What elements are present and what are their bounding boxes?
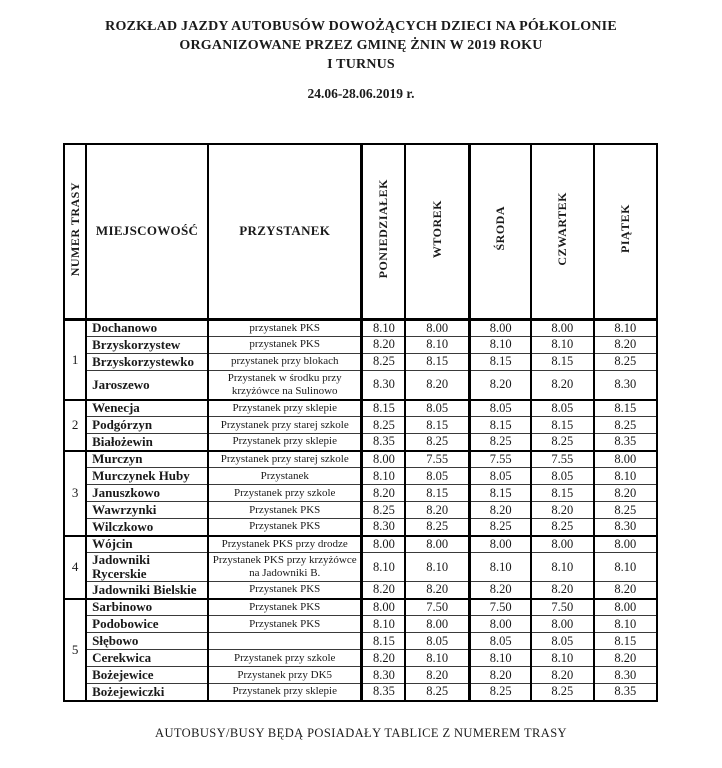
town-name: Brzyskorzystewko — [86, 353, 208, 370]
departure-time: 8.20 — [594, 485, 658, 502]
table-row — [64, 400, 657, 417]
town-name: Jadowniki Rycerskie — [86, 553, 208, 582]
route-number: 5 — [64, 599, 86, 701]
town-name: Podgórzyn — [86, 417, 208, 434]
table-row — [64, 519, 657, 536]
footer-note: AUTOBUSY/BUSY BĘDĄ POSIADAŁY TABLICE Z NUMEREM TRASY — [155, 726, 567, 740]
departure-time: 8.10 — [405, 650, 469, 667]
route-number: 4 — [64, 536, 86, 599]
town-name: Wójcin — [86, 536, 208, 553]
town-name: Bożejewiczki — [86, 684, 208, 701]
stop-name — [208, 633, 362, 650]
departure-time: 8.20 — [470, 502, 531, 519]
departure-time: 8.10 — [470, 650, 531, 667]
departure-time: 8.00 — [362, 536, 405, 553]
departure-time: 8.00 — [362, 451, 405, 468]
stop-name: Przystanek przy sklepie — [208, 434, 362, 451]
departure-time: 8.35 — [362, 684, 405, 701]
departure-time: 8.20 — [594, 336, 658, 353]
table-row — [64, 336, 657, 353]
departure-time: 8.15 — [531, 353, 593, 370]
departure-time: 7.55 — [470, 451, 531, 468]
departure-time: 7.55 — [405, 451, 469, 468]
departure-time: 8.10 — [531, 650, 593, 667]
departure-time: 8.15 — [405, 353, 469, 370]
stop-name: Przystanek PKS — [208, 502, 362, 519]
stop-name: Przystanek PKS — [208, 519, 362, 536]
town-name: Brzyskorzystew — [86, 336, 208, 353]
column-header-stop: PRZYSTANEK — [208, 144, 362, 319]
stop-name: Przystanek przy sklepie — [208, 684, 362, 701]
departure-time: 8.15 — [362, 400, 405, 417]
table-row — [64, 667, 657, 684]
departure-time: 8.25 — [470, 519, 531, 536]
departure-time: 8.25 — [405, 684, 469, 701]
table-row — [64, 553, 657, 582]
table-row — [64, 633, 657, 650]
table-row — [64, 468, 657, 485]
departure-time: 8.05 — [531, 400, 593, 417]
departure-time: 8.20 — [594, 582, 658, 599]
departure-time: 8.20 — [470, 667, 531, 684]
departure-time: 8.25 — [405, 434, 469, 451]
town-name: Murczyn — [86, 451, 208, 468]
town-name: Jaroszewo — [86, 370, 208, 400]
departure-time: 8.10 — [362, 319, 405, 336]
departure-time: 8.00 — [594, 536, 658, 553]
departure-time: 8.00 — [594, 451, 658, 468]
table-row — [64, 353, 657, 370]
town-name: Murczynek Huby — [86, 468, 208, 485]
town-name: Wenecja — [86, 400, 208, 417]
departure-time: 7.50 — [405, 599, 469, 616]
departure-time: 8.20 — [531, 502, 593, 519]
table-row — [64, 616, 657, 633]
departure-time: 8.15 — [405, 417, 469, 434]
stop-name: Przystanek PKS — [208, 616, 362, 633]
departure-time: 8.10 — [362, 616, 405, 633]
stop-name: Przystanek przy szkole — [208, 650, 362, 667]
route-number: 2 — [64, 400, 86, 451]
document-title-line-1: ROZKŁAD JAZDY AUTOBUSÓW DOWOŻĄCYCH DZIECI NA PÓŁKOLONIE — [105, 19, 617, 34]
departure-time: 8.30 — [362, 519, 405, 536]
departure-time: 8.20 — [362, 650, 405, 667]
town-name: Podobowice — [86, 616, 208, 633]
table-header — [64, 144, 657, 319]
departure-time: 8.00 — [531, 616, 593, 633]
schedule-body — [64, 319, 657, 701]
column-header-wednesday: ŚRODA — [470, 144, 531, 319]
departure-time: 8.15 — [362, 633, 405, 650]
departure-time: 8.15 — [470, 485, 531, 502]
departure-time: 8.15 — [470, 353, 531, 370]
town-name: Wilczkowo — [86, 519, 208, 536]
town-name: Białożewin — [86, 434, 208, 451]
departure-time: 8.05 — [405, 468, 469, 485]
route-number: 1 — [64, 319, 86, 400]
departure-time: 8.10 — [362, 468, 405, 485]
departure-time: 8.25 — [531, 684, 593, 701]
table-row — [64, 536, 657, 553]
departure-time: 8.10 — [362, 553, 405, 582]
departure-time: 8.00 — [405, 536, 469, 553]
table-row — [64, 451, 657, 468]
departure-time: 8.15 — [594, 633, 658, 650]
departure-time: 8.10 — [594, 553, 658, 582]
table-row — [64, 650, 657, 667]
departure-time: 8.25 — [362, 502, 405, 519]
stop-name: Przystanek przy szkole — [208, 485, 362, 502]
departure-time: 8.10 — [594, 616, 658, 633]
departure-time: 8.20 — [362, 336, 405, 353]
stop-name: Przystanek PKS przy drodze — [208, 536, 362, 553]
departure-time: 8.30 — [594, 667, 658, 684]
table-row — [64, 434, 657, 451]
departure-time: 8.25 — [531, 434, 593, 451]
departure-time: 8.00 — [531, 319, 593, 336]
stop-name: Przystanek przy starej szkole — [208, 451, 362, 468]
stop-name: przystanek PKS — [208, 319, 362, 336]
departure-time: 8.35 — [594, 434, 658, 451]
town-name: Dochanowo — [86, 319, 208, 336]
table-row — [64, 370, 657, 400]
departure-time: 8.10 — [470, 336, 531, 353]
date-range: 24.06-28.06.2019 r. — [307, 86, 415, 101]
town-name: Cerekwica — [86, 650, 208, 667]
departure-time: 8.25 — [594, 502, 658, 519]
departure-time: 8.20 — [362, 485, 405, 502]
departure-time: 8.35 — [362, 434, 405, 451]
departure-time: 8.25 — [470, 684, 531, 701]
town-name: Słębowo — [86, 633, 208, 650]
stop-name: Przystanek przy sklepie — [208, 400, 362, 417]
departure-time: 8.00 — [470, 319, 531, 336]
departure-time: 8.10 — [594, 468, 658, 485]
stop-name: Przystanek przy DK5 — [208, 667, 362, 684]
departure-time: 8.25 — [470, 434, 531, 451]
departure-time: 8.25 — [362, 353, 405, 370]
departure-time: 8.15 — [531, 485, 593, 502]
table-row — [64, 599, 657, 616]
column-header-monday: PONIEDZIAŁEK — [362, 144, 405, 319]
departure-time: 8.15 — [405, 485, 469, 502]
departure-time: 8.00 — [405, 616, 469, 633]
departure-time: 8.20 — [470, 582, 531, 599]
bus-schedule-table — [63, 143, 658, 702]
departure-time: 8.20 — [594, 650, 658, 667]
departure-time: 8.25 — [594, 417, 658, 434]
stop-name: Przystanek PKS — [208, 582, 362, 599]
departure-time: 8.30 — [594, 370, 658, 400]
column-header-tuesday: WTOREK — [405, 144, 469, 319]
departure-time: 8.35 — [594, 684, 658, 701]
departure-time: 8.30 — [594, 519, 658, 536]
departure-time: 8.00 — [531, 536, 593, 553]
departure-time: 8.00 — [362, 599, 405, 616]
departure-time: 8.10 — [405, 336, 469, 353]
stop-name: Przystanek w środku przy krzyżówce na Sulinowo — [208, 370, 362, 400]
departure-time: 8.10 — [531, 553, 593, 582]
departure-time: 8.30 — [362, 370, 405, 400]
table-row — [64, 319, 657, 336]
table-row — [64, 485, 657, 502]
departure-time: 7.50 — [531, 599, 593, 616]
departure-time: 8.05 — [470, 633, 531, 650]
header-row — [64, 144, 657, 319]
departure-time: 8.25 — [405, 519, 469, 536]
stop-name: przystanek przy blokach — [208, 353, 362, 370]
town-name: Bożejewice — [86, 667, 208, 684]
departure-time: 8.20 — [531, 582, 593, 599]
town-name: Jadowniki Bielskie — [86, 582, 208, 599]
departure-time: 8.20 — [531, 370, 593, 400]
stop-name: Przystanek PKS przy krzyżówce na Jadowniki B. — [208, 553, 362, 582]
stop-name: Przystanek PKS — [208, 599, 362, 616]
departure-time: 8.30 — [362, 667, 405, 684]
departure-time: 8.20 — [531, 667, 593, 684]
departure-time: 8.20 — [362, 582, 405, 599]
departure-time: 8.00 — [405, 319, 469, 336]
departure-time: 8.05 — [531, 468, 593, 485]
departure-time: 7.50 — [470, 599, 531, 616]
departure-time: 8.10 — [594, 319, 658, 336]
departure-time: 8.20 — [405, 502, 469, 519]
departure-time: 8.25 — [594, 353, 658, 370]
departure-time: 8.05 — [470, 400, 531, 417]
title-block — [0, 0, 722, 101]
departure-time: 8.20 — [405, 667, 469, 684]
route-number: 3 — [64, 451, 86, 536]
table-row — [64, 417, 657, 434]
departure-time: 8.15 — [470, 417, 531, 434]
departure-time: 8.20 — [405, 582, 469, 599]
departure-time: 8.00 — [470, 536, 531, 553]
town-name: Januszkowo — [86, 485, 208, 502]
departure-time: 8.20 — [470, 370, 531, 400]
departure-time: 8.00 — [470, 616, 531, 633]
departure-time: 8.10 — [405, 553, 469, 582]
departure-time: 8.05 — [470, 468, 531, 485]
table-row — [64, 684, 657, 701]
stop-name: Przystanek przy starej szkole — [208, 417, 362, 434]
town-name: Sarbinowo — [86, 599, 208, 616]
town-name: Wawrzynki — [86, 502, 208, 519]
table-row — [64, 502, 657, 519]
departure-time: 8.15 — [531, 417, 593, 434]
table-row — [64, 582, 657, 599]
stop-name: przystanek PKS — [208, 336, 362, 353]
departure-time: 8.20 — [405, 370, 469, 400]
departure-time: 8.10 — [531, 336, 593, 353]
departure-time: 8.25 — [362, 417, 405, 434]
column-header-thursday: CZWARTEK — [531, 144, 593, 319]
departure-time: 8.05 — [405, 633, 469, 650]
departure-time: 8.15 — [594, 400, 658, 417]
column-header-town: MIEJSCOWOŚĆ — [86, 144, 208, 319]
departure-time: 8.05 — [405, 400, 469, 417]
column-header-route-number: NUMER TRASY — [64, 144, 86, 319]
departure-time: 8.05 — [531, 633, 593, 650]
column-header-friday: PIĄTEK — [594, 144, 658, 319]
document-title-line-2: ORGANIZOWANE PRZEZ GMINĘ ŻNIN W 2019 ROKU — [179, 38, 543, 53]
stop-name: Przystanek — [208, 468, 362, 485]
document-title-line-3: I TURNUS — [327, 57, 395, 72]
departure-time: 8.00 — [594, 599, 658, 616]
departure-time: 7.55 — [531, 451, 593, 468]
departure-time: 8.10 — [470, 553, 531, 582]
departure-time: 8.25 — [531, 519, 593, 536]
